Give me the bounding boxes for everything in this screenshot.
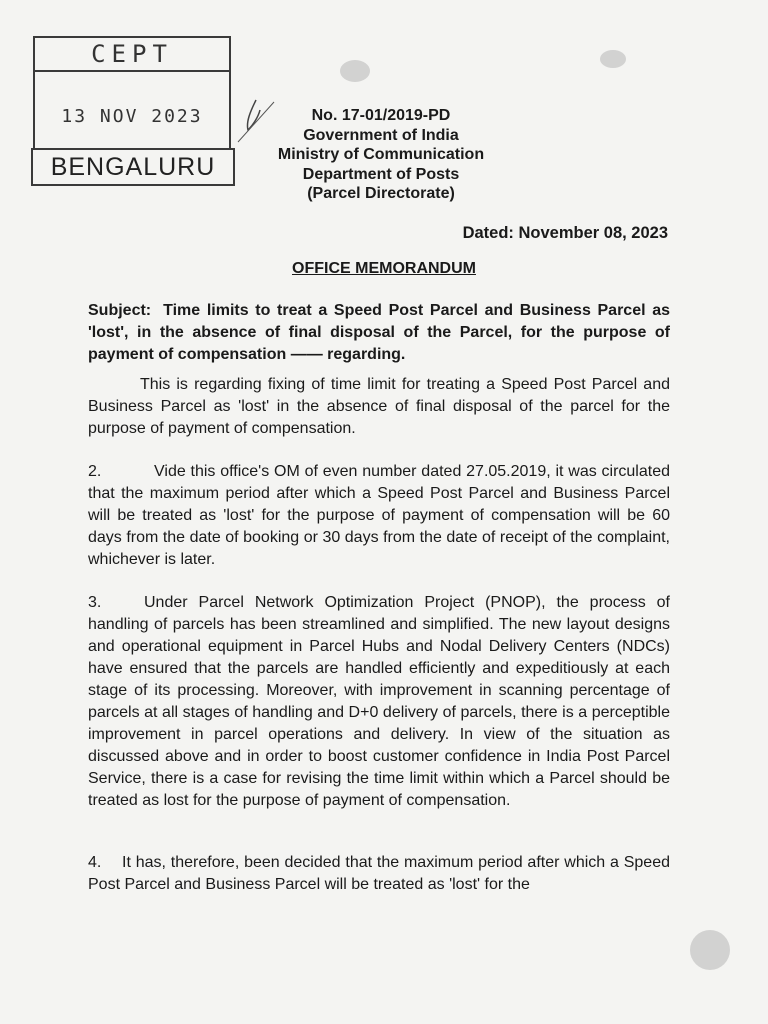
scan-noise	[600, 50, 626, 68]
paragraph-4	[88, 852, 670, 896]
reference-number: No. 17-01/2019-PD	[311, 107, 451, 124]
subject-label: Subject:	[88, 302, 152, 319]
subject-text: Time limits to treat a Speed Post Parcel and Business Parcel as 'lost', in the absence of final disposal of the Parcel, for the purpose of payment of compensation —— regarding.	[88, 302, 670, 363]
paragraph-number: 2.	[88, 463, 102, 480]
header-directorate: (Parcel Directorate)	[307, 185, 455, 202]
paragraph-2	[88, 461, 670, 571]
scan-noise	[340, 60, 370, 82]
header-government: Government of India	[303, 126, 459, 144]
paragraph-text: Vide this office's OM of even number dated 27.05.2019, it was circulated that the maximum period after which a Speed Post Parcel and Business Parcel will be treated as 'lost' for the purpose of payment of compensation will be 60 days from the date of booking or 30 days from the date of receipt of the complaint, whichever is later.	[88, 463, 670, 568]
receipt-stamp	[33, 36, 231, 186]
stamp-office: CEPT	[35, 38, 229, 72]
header-ministry: Ministry of Communication	[277, 146, 485, 163]
stamp-date: 13 NOV 2023	[61, 106, 203, 127]
paragraph-text: Under Parcel Network Optimization Project (PNOP), the process of handling of parcels has been streamlined and simplified. The new layout designs and operational equipment in Parcel Hubs and Nodal Delivery Centers (NDCs) have ensured that the parcels are handled efficiently and expeditiously at each stage of its processing. Moreover, with improvement in scanning percentage of parcels at all stages of handling and D+0 delivery of parcels, there is a perceptible improvement in parcel operations and delivery. In view of the situation as discussed above and in order to boost customer confidence in India Post Parcel Service, there is a case for revising the time limit within which a Parcel should be treated as lost for the purpose of payment of compensation.	[88, 594, 670, 809]
paragraph-3	[88, 592, 670, 812]
paragraph-text: It has, therefore, been decided that the maximum period after which a Speed Post Parcel and Business Parcel will be treated as 'lost' for the	[88, 854, 670, 893]
stamp-city: BENGALURU	[31, 148, 235, 186]
memo-title: OFFICE MEMORANDUM	[292, 260, 476, 277]
header-department: Department of Posts	[302, 165, 460, 183]
paragraph-1	[88, 374, 670, 440]
document-date: Dated: November 08, 2023	[462, 224, 668, 242]
paragraph-number: 4.	[88, 854, 102, 871]
document-header	[250, 106, 512, 204]
scan-noise	[690, 930, 730, 970]
paragraph-number: 3.	[88, 594, 102, 611]
paragraph-text: This is regarding fixing of time limit for treating a Speed Post Parcel and Business Parcel as 'lost' in the absence of final disposal of the parcel for the purpose of payment of compensation.	[88, 376, 670, 437]
subject-paragraph	[88, 300, 670, 366]
